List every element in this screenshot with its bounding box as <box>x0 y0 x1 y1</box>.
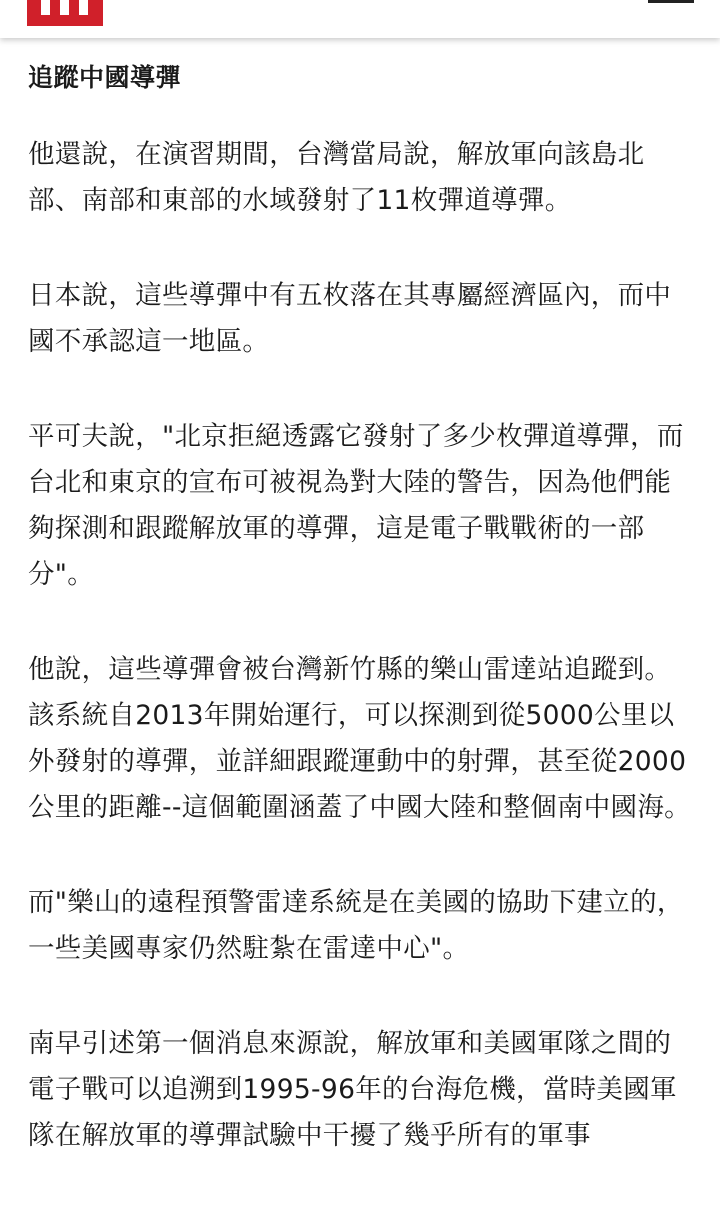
menu-line <box>648 0 694 3</box>
article-paragraph: 而"樂山的遠程預警雷達系統是在美國的協助下建立的，一些美國專家仍然駐紮在雷達中心"。 <box>28 887 684 964</box>
article-body <box>28 56 692 1208</box>
logo-bar <box>60 0 69 15</box>
top-navigation-bar <box>0 0 720 38</box>
logo-bar <box>41 0 50 15</box>
article-paragraph: 南早引述第一個消息來源說，解放軍和美國軍隊之間的電子戰可以追溯到1995-96年的台海危機，當時美國軍隊在解放軍的導彈試驗中干擾了幾乎所有的軍事 <box>28 1028 677 1151</box>
hamburger-menu-icon[interactable] <box>648 0 694 6</box>
article-paragraph: 平可夫說，"北京拒絕透露它發射了多少枚彈道導彈，而台北和東京的宣布可被視為對大陸的警告，因為他們能夠探測和跟蹤解放軍的導彈，這是電子戰戰術的一部分"。 <box>28 421 684 590</box>
section-heading: 追蹤中國導彈 <box>28 63 182 92</box>
article-paragraph: 他說，這些導彈會被台灣新竹縣的樂山雷達站追蹤到。該系統自2013年開始運行，可以探測到從5000公里以外發射的導彈，並詳細跟蹤運動中的射彈，甚至從2000公里的距離--這個範圍涵蓋了中國大陸和整個南中國海。 <box>28 654 691 823</box>
article-paragraph: 日本說，這些導彈中有五枚落在其專屬經濟區內，而中國不承認這一地區。 <box>28 280 672 357</box>
brand-logo-icon[interactable] <box>27 0 103 26</box>
logo-bar <box>79 0 88 15</box>
article-paragraph: 他還說，在演習期間，台灣當局說，解放軍向該島北部、南部和東部的水域發射了11枚彈道導彈。 <box>28 139 645 216</box>
